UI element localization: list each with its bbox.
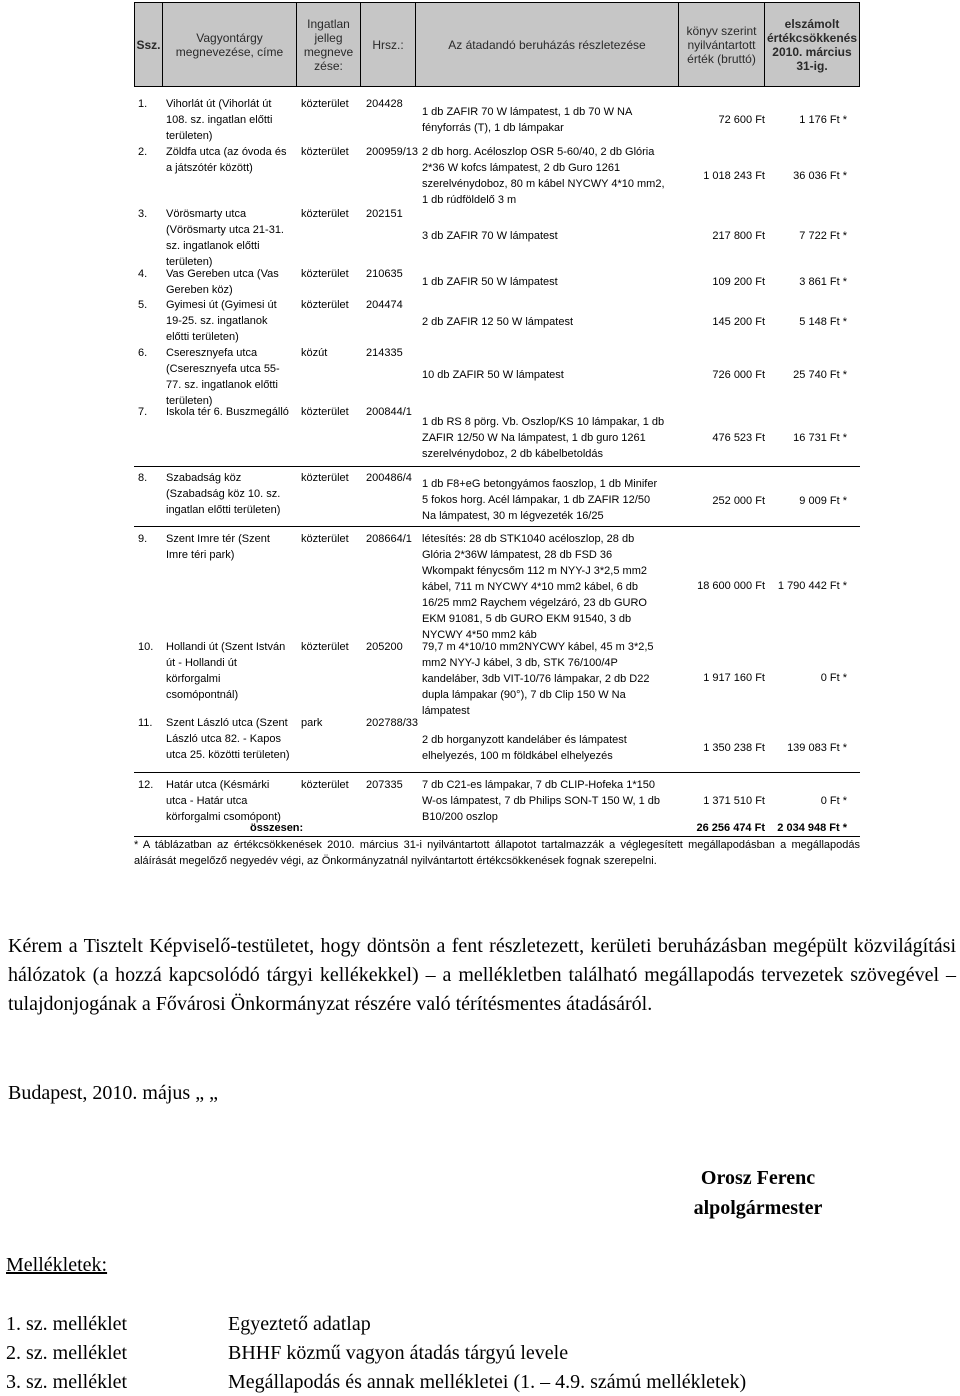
- row-number: 12.: [138, 779, 154, 791]
- row-detail: 1 db RS 8 pörg. Vb. Oszlop/KS 10 lámpakar, 1 db ZAFIR 12/50 W Na lámpatest, 1 db guro 1261 szerelvénydoboz, 2 db kábelbetoldás: [422, 416, 665, 460]
- row-book-value: 726 000 Ft: [712, 369, 765, 381]
- row-asset-name: Iskola tér 6. Buszmegálló: [166, 406, 289, 418]
- row-depreciation: 1 176 Ft *: [799, 114, 847, 126]
- header-hrsz: Hrsz.:: [361, 3, 416, 86]
- row-asset-type: közterület: [301, 268, 349, 280]
- request-paragraph: Kérem a Tisztelt Képviselő-testületet, hogy döntsön a fent részletezett, kerületi beruházásban megépült közvilágítási hálózatok (a hozzá kapcsolódó tárgyi kellékekkel) – a mellékletben található megállapodás tervezetek szövegével – tulajdonjogának a Fővárosi Önkormányzat részére való térítésmentes átadásáról.: [8, 935, 956, 1015]
- row-hrsz: 204474: [366, 299, 403, 311]
- row-depreciation: 0 Ft *: [820, 672, 847, 684]
- row-book-value: 476 523 Ft: [712, 432, 765, 444]
- row-divider: [134, 526, 860, 527]
- row-hrsz: 202151: [366, 208, 403, 220]
- row-detail: 79,7 m 4*10/10 mm2NYCWY kábel, 45 m 3*2,5 mm2 NYY-J kábel, 3 db, STK 76/100/4P kandeláber, 3db VIT-10/76 lámpakar, 2 db D22 dupla lámpakar (90°), 7 db Clip 150 W Na lámpatest: [422, 641, 654, 717]
- row-number: 10.: [138, 641, 154, 653]
- attachments-heading: Mellékletek:: [6, 1254, 108, 1276]
- row-number: 5.: [138, 299, 148, 311]
- signature-name: Orosz Ferenc: [700, 1167, 816, 1189]
- row-asset-name: Szent László utca (Szent László utca 82. - Kapos utca 25. közötti területen): [166, 717, 290, 761]
- row-detail: 2 db horg. Acéloszlop OSR 5-60/40, 2 db Glória 2*36 W kofcs lámpatest, 2 db Guro 1261 szerelvénydoboz, 80 m kábel NYCWY 4*10 mm2, 1 db rúdföldelő 3 m: [422, 146, 665, 206]
- row-asset-type: közterület: [301, 533, 349, 545]
- row-detail: 1 db F8+eG betongyámos faoszlop, 1 db Minifer 5 fokos horg. Acél lámpakar, 1 db ZAFIR 12/50 Na lámpatest, 30 m légvezeték 16/25: [422, 478, 658, 522]
- row-depreciation: 3 861 Ft *: [799, 276, 847, 288]
- row-divider: [134, 772, 860, 773]
- row-asset-type: közterület: [301, 208, 349, 220]
- attachment-number: 3. sz. melléklet: [6, 1371, 128, 1393]
- header-depreciation: elszámolt értékcsökkenés 2010. március 31-ig.: [766, 16, 858, 73]
- row-hrsz: 200486/4: [366, 472, 412, 484]
- header-detail: Az átadandó beruházás részletezése: [416, 3, 679, 86]
- row-depreciation: 9 009 Ft *: [799, 495, 847, 507]
- row-book-value: 1 018 243 Ft: [703, 170, 765, 182]
- row-asset-type: közterület: [301, 299, 349, 311]
- row-number: 6.: [138, 347, 148, 359]
- date-line: Budapest, 2010. május „ „: [8, 1082, 218, 1104]
- header-ssz: Ssz.: [135, 3, 163, 86]
- row-asset-name: Vas Gereben utca (Vas Gereben köz): [166, 268, 279, 296]
- row-hrsz: 204428: [366, 98, 403, 110]
- row-asset-type: közterület: [301, 406, 349, 418]
- row-depreciation: 16 731 Ft *: [793, 432, 847, 444]
- row-asset-name: Zöldfa utca (az óvoda és a játszótér között): [166, 146, 287, 174]
- row-asset-type: közút: [301, 347, 328, 359]
- attachment-number: 1. sz. melléklet: [6, 1313, 128, 1335]
- table-header: [134, 2, 860, 87]
- row-number: 3.: [138, 208, 148, 220]
- row-detail: 1 db ZAFIR 70 W lámpatest, 1 db 70 W NA fényforrás (T), 1 db lámpakar: [422, 106, 633, 134]
- row-depreciation: 139 083 Ft *: [787, 742, 847, 754]
- row-number: 2.: [138, 146, 148, 158]
- row-asset-name: Határ utca (Késmárki utca - Határ utca körforgalmi csomópont): [166, 779, 281, 823]
- row-book-value: 252 000 Ft: [712, 495, 765, 507]
- row-asset-name: Szent Imre tér (Szent Imre téri park): [166, 533, 270, 561]
- footnote: * A táblázatban az értékcsökkenések 2010. március 31-i nyilvántartott állapotot tartalmazzák a véglegesített megállapodásban a megállapodás aláírását megelőző negyedév végi, az Önkormányzatnál nyilvántartott értékcsökkenések fognak szerepelni.: [134, 839, 860, 867]
- attachment-text: BHHF közmű vagyon átadás tárgyú levele: [228, 1342, 569, 1364]
- attachment-text: Megállapodás és annak mellékletei (1. – 4.9. számú mellékletek): [228, 1371, 747, 1393]
- total-label: összesen:: [250, 822, 304, 834]
- row-asset-type: közterület: [301, 98, 349, 110]
- row-hrsz: 200844/1: [366, 406, 412, 418]
- row-number: 9.: [138, 533, 148, 545]
- row-hrsz: 200959/13: [366, 146, 418, 158]
- row-hrsz: 208664/1: [366, 533, 412, 545]
- row-asset-type: közterület: [301, 146, 349, 158]
- attachment-number: 2. sz. melléklet: [6, 1342, 128, 1364]
- row-asset-name: Szabadság köz (Szabadság köz 10. sz. ingatlan előtti területen): [166, 472, 281, 516]
- row-detail: 1 db ZAFIR 50 W lámpatest: [422, 276, 558, 288]
- row-hrsz: 214335: [366, 347, 403, 359]
- row-detail: 7 db C21-es lámpakar, 7 db CLIP-Hofeka 1*150 W-os lámpatest, 7 db Philips SON-T 150 W, 1 db B10/200 oszlop: [422, 779, 661, 823]
- row-hrsz: 205200: [366, 641, 403, 653]
- row-book-value: 1 917 160 Ft: [703, 672, 765, 684]
- row-book-value: 18 600 000 Ft: [697, 580, 765, 592]
- row-asset-type: park: [301, 717, 323, 729]
- row-number: 8.: [138, 472, 148, 484]
- signature-title: alpolgármester: [693, 1197, 823, 1219]
- row-number: 7.: [138, 406, 148, 418]
- row-asset-type: közterület: [301, 641, 349, 653]
- row-detail: 3 db ZAFIR 70 W lámpatest: [422, 230, 558, 242]
- header-name: Vagyontárgy megnevezése, címe: [163, 3, 297, 86]
- row-depreciation: 25 740 Ft *: [793, 369, 847, 381]
- row-detail: 10 db ZAFIR 50 W lámpatest: [422, 369, 564, 381]
- total-depreciation: 2 034 948 Ft *: [777, 822, 847, 834]
- row-book-value: 1 371 510 Ft: [703, 795, 765, 807]
- row-number: 1.: [138, 98, 148, 110]
- row-asset-type: közterület: [301, 472, 349, 484]
- row-detail: 2 db ZAFIR 12 50 W lámpatest: [422, 316, 574, 328]
- row-book-value: 217 800 Ft: [712, 230, 765, 242]
- header-value: könyv szerint nyilvántartott érték (bruttó): [679, 3, 765, 86]
- row-asset-name: Cseresznyefa utca (Cseresznyefa utca 55- 77. sz. ingatlanok előtti területen): [166, 347, 280, 407]
- row-depreciation: 1 790 442 Ft *: [777, 580, 847, 592]
- row-divider: [134, 466, 860, 467]
- row-detail: 2 db horganyzott kandeláber és lámpatest elhelyezés, 100 m földkábel elhelyezés: [422, 734, 627, 762]
- row-asset-name: Vörösmarty utca (Vörösmarty utca 21-31. sz. ingatlanok előtti területen): [166, 208, 284, 268]
- row-depreciation: 0 Ft *: [820, 795, 847, 807]
- row-book-value: 145 200 Ft: [712, 316, 765, 328]
- row-asset-name: Hollandi út (Szent István út - Hollandi út körforgalmi csomópontnál): [166, 641, 286, 701]
- row-hrsz: 210635: [366, 268, 403, 280]
- row-book-value: 72 600 Ft: [718, 114, 765, 126]
- row-number: 4.: [138, 268, 148, 280]
- row-book-value: 109 200 Ft: [712, 276, 765, 288]
- row-detail: létesítés: 28 db STK1040 acéloszlop, 28 db Glória 2*36W lámpatest, 28 db FSD 36 Wkompakt fénycsőm 112 m NYY-J 3*2,5 mm2 kábel, 711 m NYCWY 4*10 mm2 kábel, 6 db 16/25 mm2 Raychem végelzáró, 23 db GURO EKM 91081, 5 db GURO EKM 91540, 3 db NYCWY 4*50 mm2 káb: [422, 533, 647, 641]
- total-value: 26 256 474 Ft: [696, 822, 765, 834]
- header-type: Ingatlan jelleg megneve zése:: [297, 3, 361, 86]
- row-depreciation: 5 148 Ft *: [799, 316, 847, 328]
- row-asset-type: közterület: [301, 779, 349, 791]
- row-hrsz: 207335: [366, 779, 403, 791]
- attachment-text: Egyeztető adatlap: [228, 1313, 371, 1335]
- row-asset-name: Gyimesi út (Gyimesi út 19-25. sz. ingatlanok előtti területen): [166, 299, 277, 343]
- row-depreciation: 36 036 Ft *: [793, 170, 847, 182]
- row-book-value: 1 350 238 Ft: [703, 742, 765, 754]
- row-asset-name: Vihorlát út (Vihorlát út 108. sz. ingatlan előtti területen): [166, 98, 273, 142]
- row-number: 11.: [138, 717, 153, 729]
- row-depreciation: 7 722 Ft *: [799, 230, 847, 242]
- row-hrsz: 202788/33: [366, 717, 418, 729]
